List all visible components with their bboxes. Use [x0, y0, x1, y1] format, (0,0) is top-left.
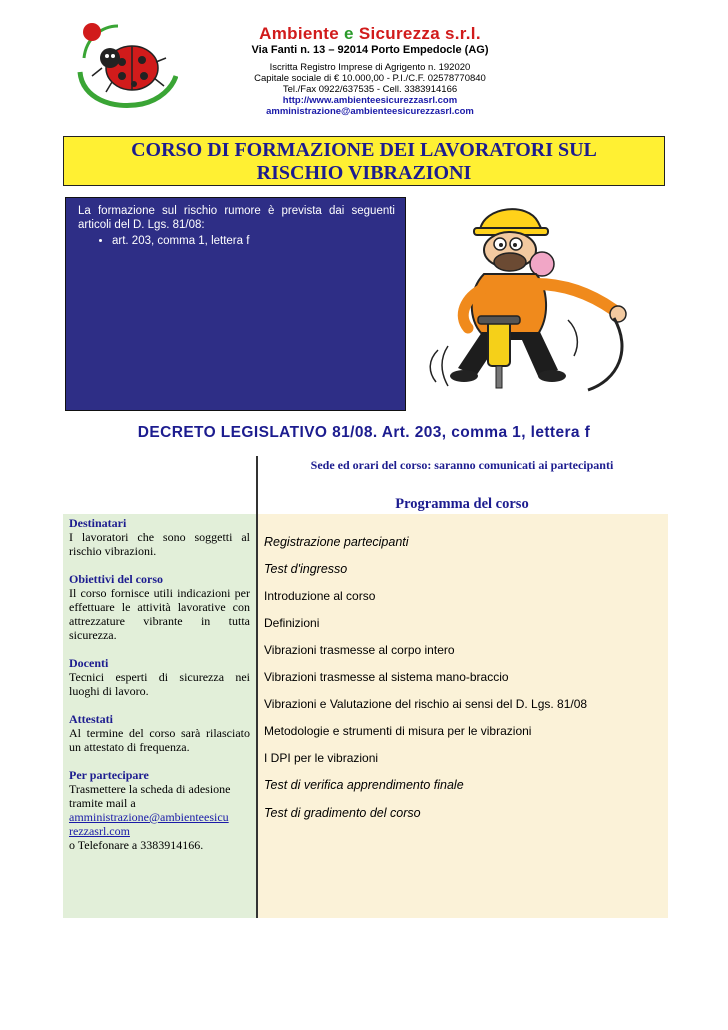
- intro-panel: [65, 197, 406, 411]
- info-section-objectives: [69, 572, 250, 642]
- info-heading: Per partecipare: [69, 768, 149, 782]
- program-item: Vibrazioni trasmesse al corpo intero: [264, 643, 455, 657]
- info-heading: Attestati: [69, 712, 113, 726]
- info-heading: Obiettivi del corso: [69, 572, 163, 586]
- intro-text: La formazione sul rischio rumore è prevista dai seguenti articoli del D. Lgs. 81/08:: [78, 205, 395, 231]
- program-item: Test di gradimento del corso: [264, 806, 421, 820]
- program-title: Programma del corso: [395, 496, 529, 512]
- program-item: Vibrazioni trasmesse al sistema mano-braccio: [264, 670, 509, 684]
- decree-heading: DECRETO LEGISLATIVO 81/08. Art. 203, comma 1, lettera f: [137, 424, 591, 441]
- participate-email-link[interactable]: amministrazione@ambienteesicu rezzasrl.com: [69, 810, 229, 838]
- info-text: Il corso fornisce utili indicazioni per effettuare le attività lavorative con attrezzature vibrante in tutta sicurezza.: [69, 586, 250, 642]
- program-item: Introduzione al corso: [264, 589, 376, 603]
- company-email-link[interactable]: amministrazione@ambienteesicurezzasrl.com: [266, 106, 474, 117]
- jackhammer-worker-cartoon: [418, 200, 660, 408]
- program-item: Metodologie e strumenti di misura per le vibrazioni: [264, 724, 532, 738]
- info-section-certificates: [69, 712, 250, 754]
- course-title-line2: RISCHIO VIBRAZIONI: [256, 162, 472, 184]
- company-website-link[interactable]: http://www.ambienteesicurezzasrl.com: [282, 95, 458, 106]
- program-item: Test d'ingresso: [264, 562, 348, 576]
- info-section-recipients: [69, 516, 250, 558]
- program-item: Registrazione partecipanti: [264, 535, 409, 549]
- company-registry: Iscritta Registro Imprese di Agrigento n. 192020: [269, 62, 471, 73]
- info-text: Tecnici esperti di sicurezza nei luoghi di lavoro.: [69, 670, 250, 698]
- course-location-note: Sede ed orari del corso: saranno comunicati ai partecipanti: [310, 458, 614, 472]
- info-text: I lavoratori che sono soggetti al rischio vibrazioni.: [69, 530, 250, 558]
- intro-bullet-item: • art. 203, comma 1, lettera f: [112, 234, 395, 248]
- program-item: I DPI per le vibrazioni: [264, 751, 379, 765]
- info-text: Al termine del corso sarà rilasciato un attestato di frequenza.: [69, 726, 250, 754]
- company-name: Ambiente e Sicurezza s.r.l.: [259, 24, 481, 43]
- participate-phone-text: o Telefonare a 3383914166.: [69, 838, 204, 852]
- program-item: Definizioni: [264, 616, 320, 630]
- company-phone: Tel./Fax 0922/637535 - Cell. 3383914166: [282, 84, 458, 95]
- program-item: Test di verifica apprendimento finale: [264, 778, 464, 792]
- participate-text: Trasmettere la scheda di adesione tramite mail a: [69, 782, 231, 810]
- course-title-line1: CORSO DI FORMAZIONE DEI LAVORATORI SUL: [131, 139, 597, 161]
- course-info-column: [63, 514, 256, 918]
- info-heading: Destinatari: [69, 516, 127, 530]
- info-section-participate: [69, 768, 250, 852]
- company-address: Via Fanti n. 13 – 92014 Porto Empedocle (AG): [251, 44, 489, 56]
- info-heading: Docenti: [69, 656, 109, 670]
- info-section-teachers: [69, 656, 250, 698]
- ladybug-logo-icon: [72, 18, 178, 110]
- course-title: [63, 136, 665, 186]
- company-capital: Capitale sociale di € 10.000,00 - P.I./C.F. 02578770840: [254, 73, 486, 84]
- program-item: Vibrazioni e Valutazione del rischio ai sensi del D. Lgs. 81/08: [264, 697, 588, 711]
- program-list: [258, 514, 668, 918]
- intro-bullet-list: [78, 234, 395, 248]
